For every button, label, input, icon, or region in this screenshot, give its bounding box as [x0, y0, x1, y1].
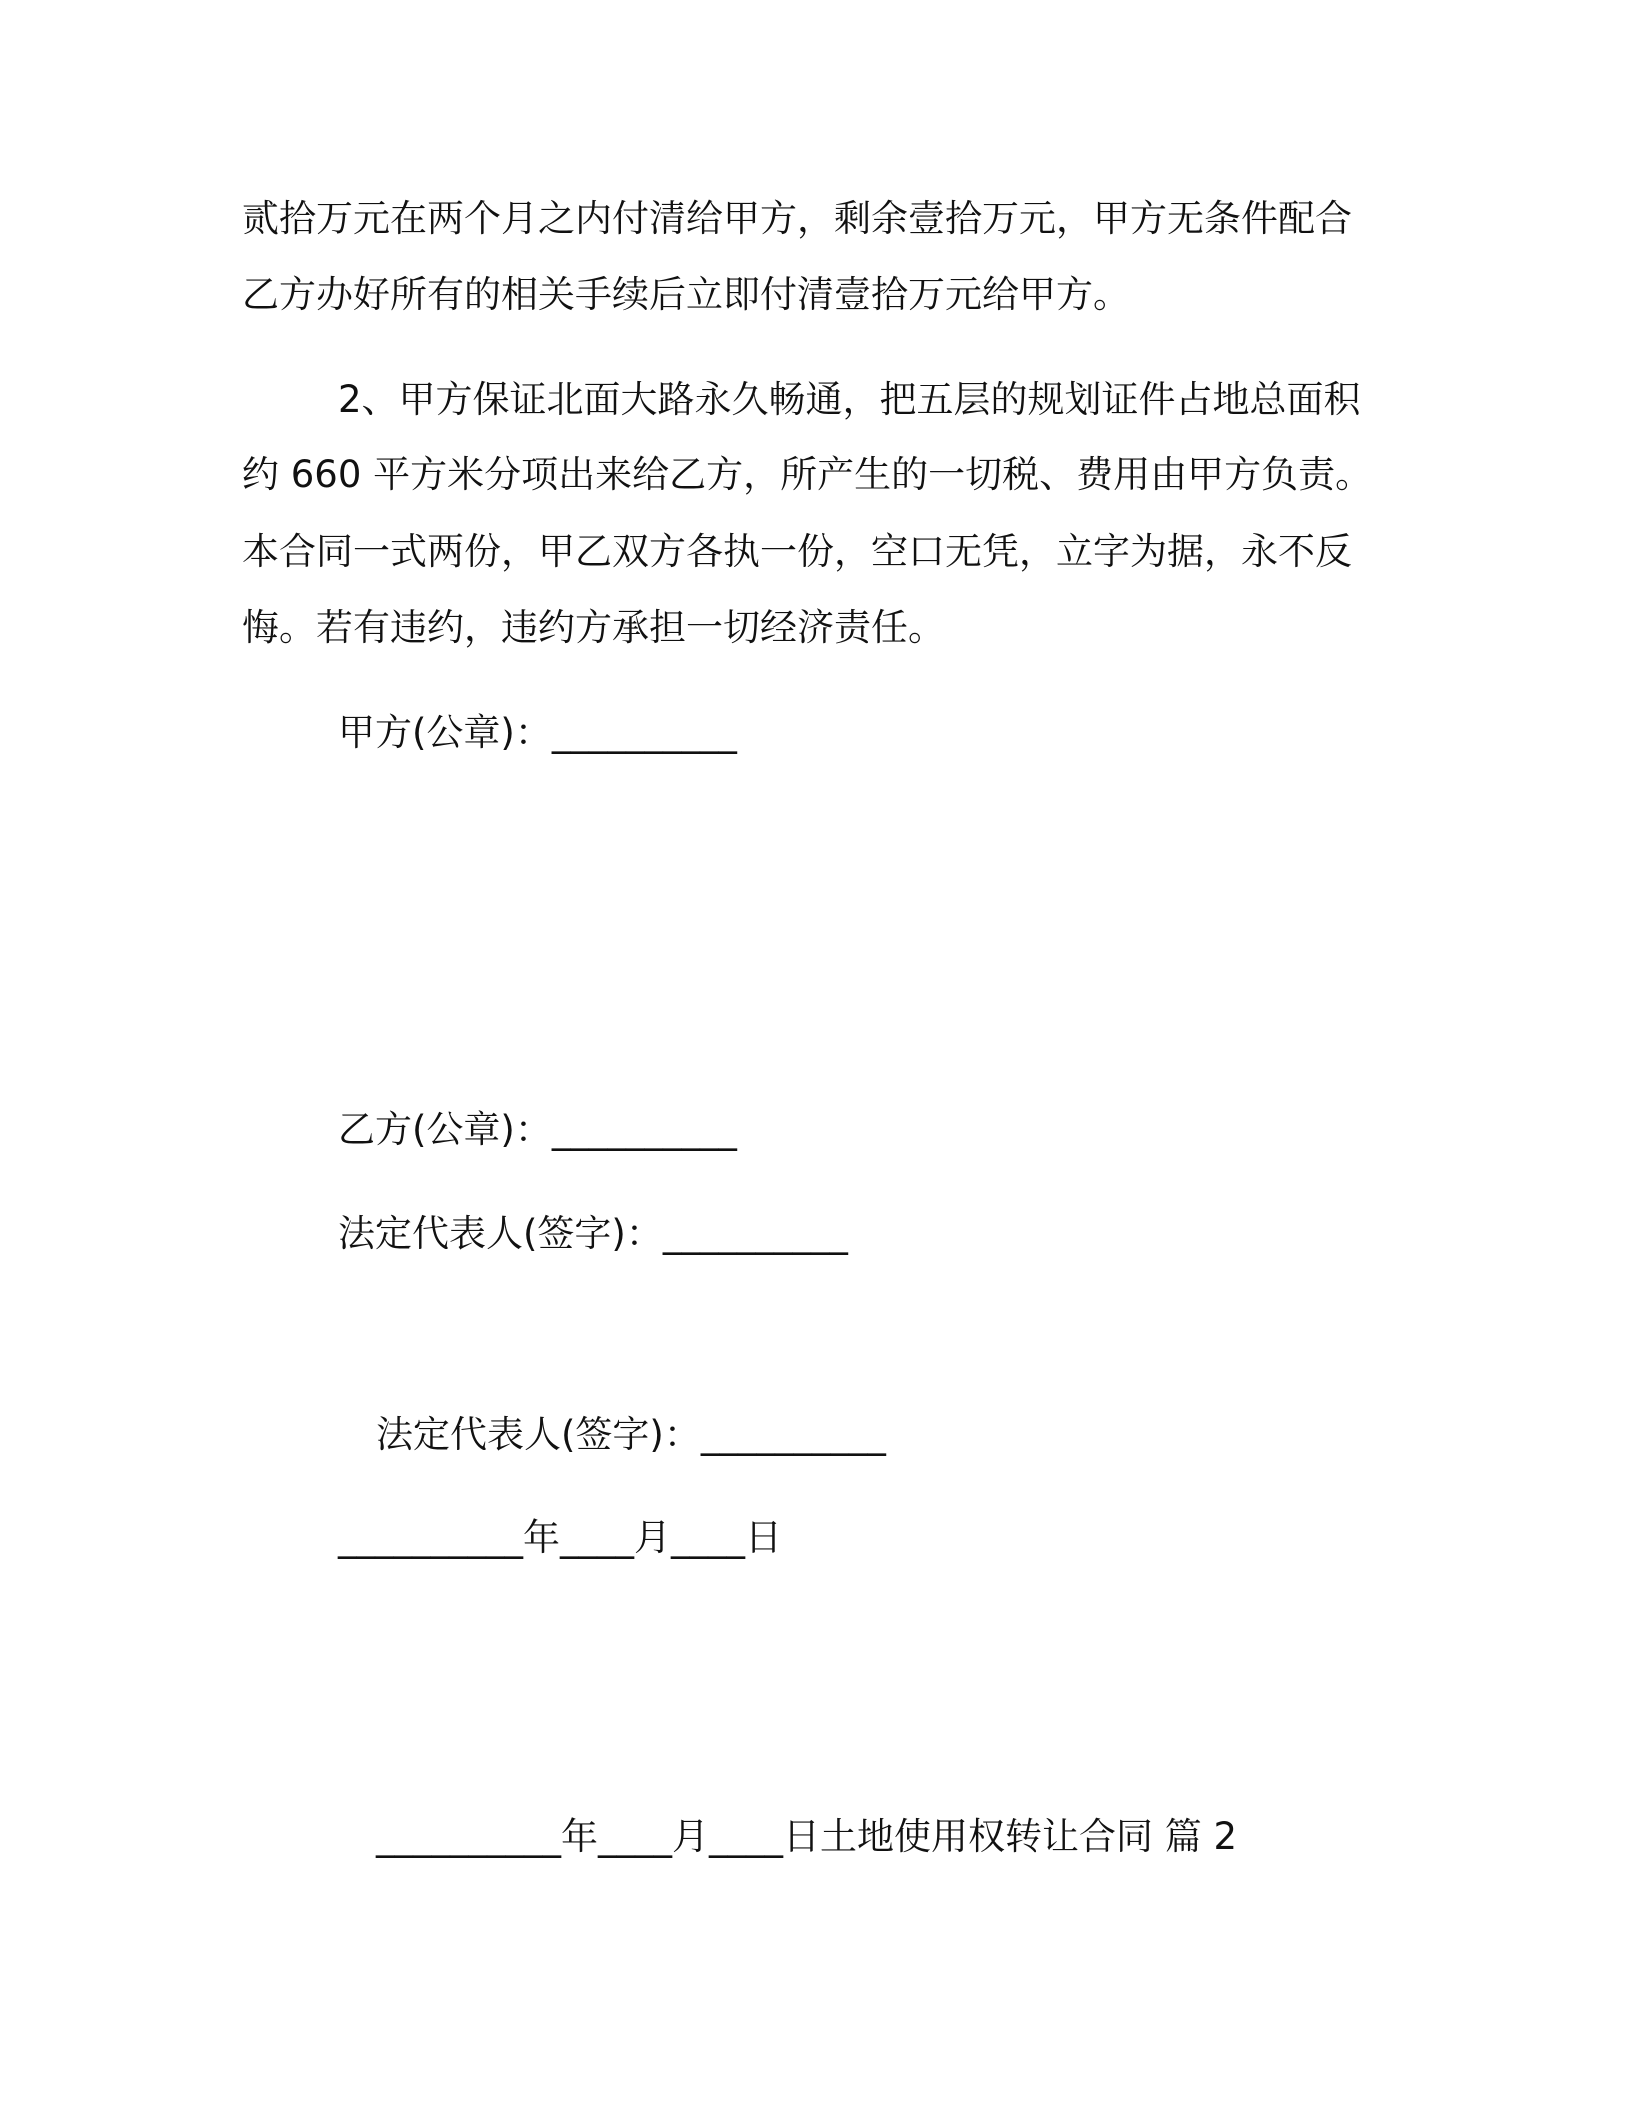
party-a-seal-line: 甲方(公章)：__________: [338, 711, 737, 754]
date-line: __________年____月____日: [338, 1516, 782, 1559]
paragraph2-line4: 悔。若有违约，违约方承担一切经济责任。: [242, 606, 945, 649]
next-section-title: __________年____月____日土地使用权转让合同 篇 2: [376, 1815, 1238, 1858]
legal-rep-signature-line-1: 法定代表人(签字)：__________: [338, 1212, 848, 1255]
legal-rep-signature-line-2: 法定代表人(签字)：__________: [376, 1413, 886, 1456]
party-b-seal-line: 乙方(公章)：__________: [338, 1108, 737, 1151]
paragraph2-line1: 2、甲方保证北面大路永久畅通，把五层的规划证件占地总面积: [338, 378, 1361, 421]
paragraph1-line2: 乙方办好所有的相关手续后立即付清壹拾万元给甲方。: [242, 273, 1130, 316]
paragraph2-line2: 约 660 平方米分项出来给乙方，所产生的一切税、费用由甲方负责。: [242, 453, 1373, 496]
paragraph1-line1: 贰拾万元在两个月之内付清给甲方，剩余壹拾万元，甲方无条件配合: [242, 197, 1352, 240]
paragraph2-line3: 本合同一式两份，甲乙双方各执一份，空口无凭，立字为据，永不反: [242, 530, 1352, 573]
